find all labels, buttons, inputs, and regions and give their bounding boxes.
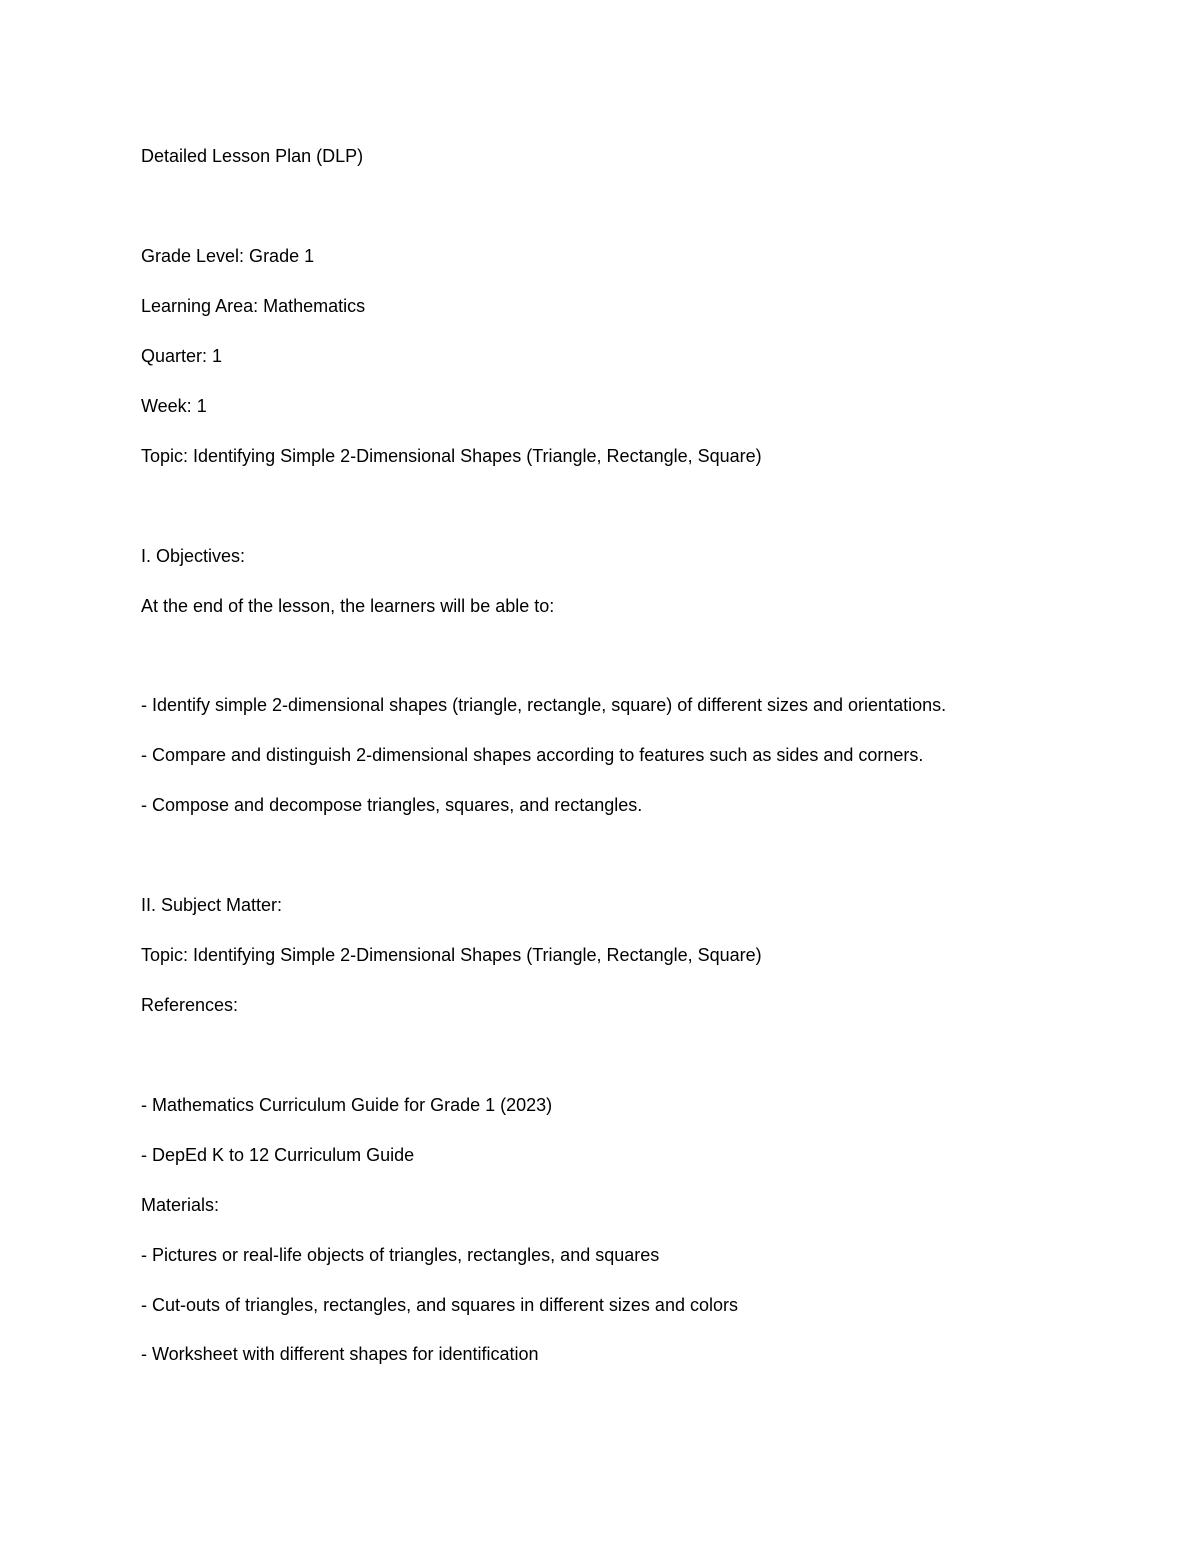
- grade-level: Grade Level: Grade 1: [141, 246, 315, 266]
- objectives-intro: At the end of the lesson, the learners will be able to:: [141, 596, 555, 616]
- material-item: - Cut-outs of triangles, rectangles, and squares in different sizes and colors: [141, 1295, 738, 1315]
- material-item: - Worksheet with different shapes for identification: [141, 1344, 539, 1364]
- objective-item: - Compare and distinguish 2-dimensional shapes according to features such as sides and corners.: [141, 745, 924, 765]
- document-title: Detailed Lesson Plan (DLP): [141, 146, 364, 166]
- objectives-heading: I. Objectives:: [141, 546, 246, 566]
- reference-item: - Mathematics Curriculum Guide for Grade 1 (2023): [141, 1095, 553, 1115]
- quarter: Quarter: 1: [141, 346, 223, 366]
- subject-matter-topic: Topic: Identifying Simple 2-Dimensional Shapes (Triangle, Rectangle, Square): [141, 945, 762, 965]
- references-label: References:: [141, 995, 239, 1015]
- materials-label: Materials:: [141, 1195, 220, 1215]
- material-item: - Pictures or real-life objects of triangles, rectangles, and squares: [141, 1245, 660, 1265]
- reference-item: - DepEd K to 12 Curriculum Guide: [141, 1145, 415, 1165]
- topic: Topic: Identifying Simple 2-Dimensional Shapes (Triangle, Rectangle, Square): [141, 446, 762, 466]
- subject-matter-heading: II. Subject Matter:: [141, 895, 283, 915]
- week: Week: 1: [141, 396, 207, 416]
- learning-area: Learning Area: Mathematics: [141, 296, 366, 316]
- objective-item: - Identify simple 2-dimensional shapes (triangle, rectangle, square) of different sizes and orientations.: [141, 695, 947, 715]
- objective-item: - Compose and decompose triangles, squares, and rectangles.: [141, 795, 643, 815]
